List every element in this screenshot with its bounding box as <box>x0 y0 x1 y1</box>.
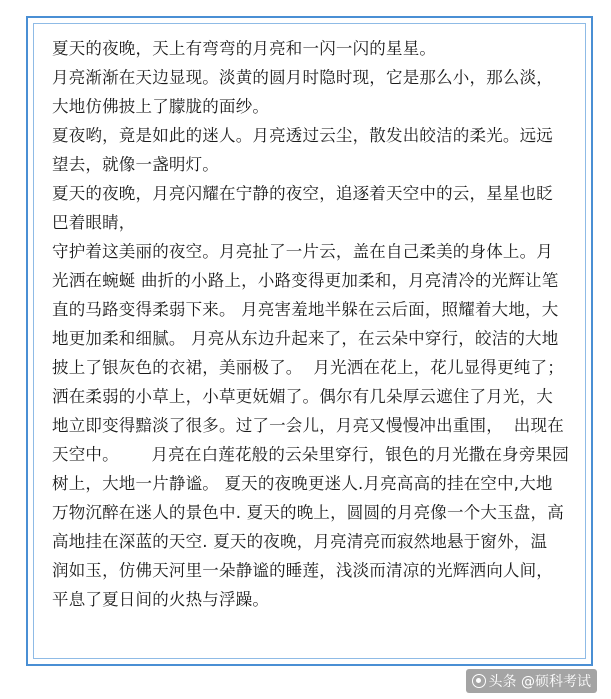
text-line: 巴着眼睛， <box>52 213 136 232</box>
text-line: 守护着这美丽的夜空。月亮扯了一片云，盖在自己柔美的身体上。月 <box>52 242 553 261</box>
text-line: 光洒在蜿蜒 曲折的小路上，小路变得更加柔和，月亮清冷的光辉让笔 <box>52 271 559 290</box>
text-line: 夏天的夜晚，月亮闪耀在宁静的夜空，追逐着天空中的云，星星也眨 <box>52 184 553 203</box>
text-line: 月亮渐渐在天边显现。淡黄的圆月时隐时现，它是那么小，那么淡， <box>52 68 553 87</box>
text-line: 天空中。 月亮在白莲花般的云朵里穿行，银色的月光撒在身旁果园 <box>52 445 569 464</box>
toutiao-logo-icon <box>472 674 486 688</box>
text-line: 大地仿佛披上了朦胧的面纱。 <box>52 97 270 116</box>
watermark-text: 头条 @硕科考试 <box>488 674 591 690</box>
text-line: 披上了银灰色的衣裙，美丽极了。 月光洒在花上，花儿显得更纯了； <box>52 358 564 377</box>
text-line: 地立即变得黯淡了很多。过了一会儿，月亮又慢慢冲出重围， 出现在 <box>52 416 564 435</box>
text-line: 望去，就像一盏明灯。 <box>52 155 219 174</box>
text-line: 润如玉，仿佛天河里一朵静谧的睡莲，浅淡而清凉的光辉洒向人间， <box>52 561 553 580</box>
text-line: 夏天的夜晚，天上有弯弯的月亮和一闪一闪的星星。 <box>52 39 437 58</box>
essay-text-block <box>52 34 572 614</box>
text-line: 万物沉醉在迷人的景色中. 夏天的晚上，圆圆的月亮像一个大玉盘，高 <box>52 503 564 522</box>
text-line: 洒在柔弱的小草上，小草更妩媚了。偶尔有几朵厚云遮住了月光，大 <box>52 387 553 406</box>
text-line: 地更加柔和细腻。 月亮从东边升起来了，在云朵中穿行，皎洁的大地 <box>52 329 559 348</box>
text-line: 树上，大地一片静谧。 夏天的夜晚更迷人.月亮高高的挂在空中,大地 <box>52 474 553 493</box>
text-line: 平息了夏日间的火热与浮躁。 <box>52 590 270 609</box>
text-line: 夏夜哟，竟是如此的迷人。月亮透过云尘，散发出皎洁的柔光。远远 <box>52 126 553 145</box>
text-line: 高地挂在深蓝的天空. 夏天的夜晚，月亮清亮而寂然地悬于窗外，温 <box>52 532 548 551</box>
text-line: 直的马路变得柔弱下来。 月亮害羞地半躲在云后面，照耀着大地，大 <box>52 300 559 319</box>
watermark <box>466 669 597 693</box>
